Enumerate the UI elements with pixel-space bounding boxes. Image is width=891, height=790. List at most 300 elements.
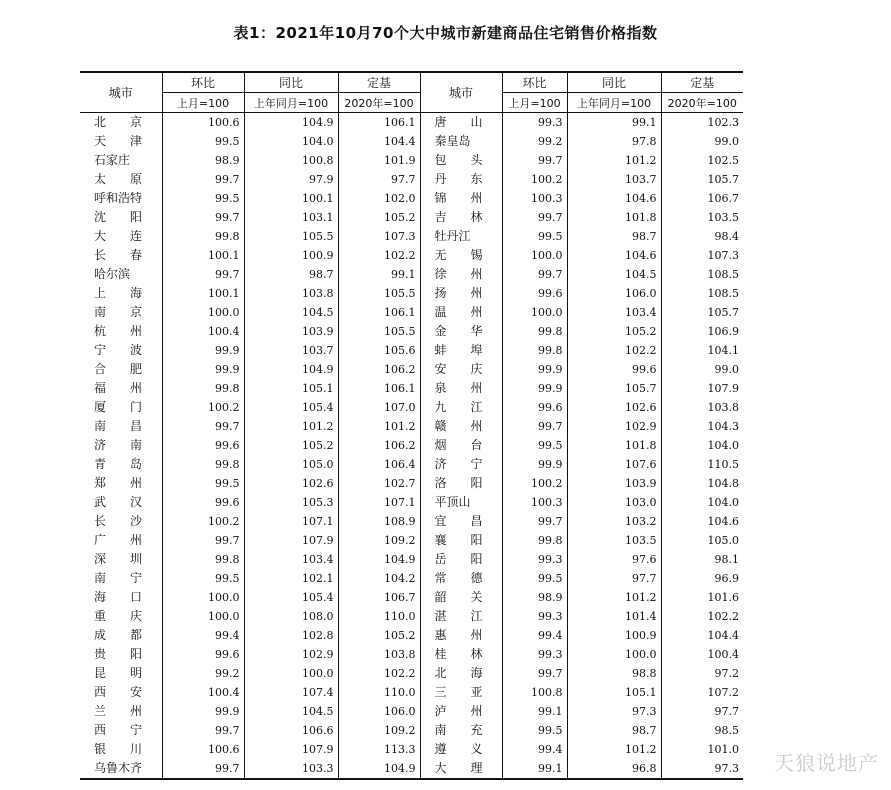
base-cell-right: 106.9 xyxy=(661,322,743,341)
base-cell: 102.2 xyxy=(338,664,420,683)
mom-cell: 100.1 xyxy=(162,246,244,265)
yoy-cell-right: 99.1 xyxy=(567,113,661,133)
mom-cell-right: 99.7 xyxy=(502,265,567,284)
yoy-cell-right: 101.2 xyxy=(567,740,661,759)
base-cell: 102.0 xyxy=(338,189,420,208)
mom-cell-right: 99.8 xyxy=(502,322,567,341)
mom-cell: 99.7 xyxy=(162,721,244,740)
mom-cell: 99.8 xyxy=(162,379,244,398)
mom-cell: 99.5 xyxy=(162,474,244,493)
mom-subheader-right: 上月=100 xyxy=(502,93,567,113)
mom-cell: 100.2 xyxy=(162,398,244,417)
city-cell: 大 连 xyxy=(94,229,143,243)
base-cell-right: 98.4 xyxy=(661,227,743,246)
mom-cell: 99.7 xyxy=(162,417,244,436)
mom-cell: 99.6 xyxy=(162,645,244,664)
city-cell: 合 肥 xyxy=(94,362,143,376)
mom-cell: 99.7 xyxy=(162,759,244,779)
table-row xyxy=(80,588,743,607)
mom-cell-right: 98.9 xyxy=(502,588,567,607)
mom-cell: 100.2 xyxy=(162,512,244,531)
city-cell: 重 庆 xyxy=(94,609,143,623)
table-row xyxy=(80,227,743,246)
table-row xyxy=(80,512,743,531)
yoy-cell: 105.0 xyxy=(244,455,338,474)
city-cell-right: 岳 阳 xyxy=(420,550,502,569)
city-cell-right: 温 州 xyxy=(420,303,502,322)
mom-cell-right: 99.9 xyxy=(502,455,567,474)
table-row xyxy=(80,436,743,455)
city-cell: 杭 州 xyxy=(94,324,143,338)
table-row xyxy=(80,284,743,303)
table-title: 表1：2021年10月70个大中城市新建商品住宅销售价格指数 xyxy=(233,24,658,42)
table-row xyxy=(80,189,743,208)
base-cell-right: 97.3 xyxy=(661,759,743,779)
mom-header: 环比 xyxy=(162,72,244,93)
yoy-cell: 105.4 xyxy=(244,398,338,417)
mom-cell-right: 99.9 xyxy=(502,379,567,398)
mom-cell: 99.8 xyxy=(162,455,244,474)
base-cell: 102.7 xyxy=(338,474,420,493)
yoy-cell-right: 97.3 xyxy=(567,702,661,721)
yoy-cell-right: 101.4 xyxy=(567,607,661,626)
city-cell: 武 汉 xyxy=(94,495,143,509)
yoy-cell-right: 104.6 xyxy=(567,189,661,208)
base-cell: 113.3 xyxy=(338,740,420,759)
city-cell-right: 锦 州 xyxy=(420,189,502,208)
city-cell: 宁 波 xyxy=(94,343,143,357)
city-cell-right: 济 宁 xyxy=(420,455,502,474)
city-cell: 兰 州 xyxy=(94,704,143,718)
watermark: 天狼说地产 xyxy=(774,751,879,775)
base-cell-right: 108.5 xyxy=(661,265,743,284)
table-row xyxy=(80,607,743,626)
yoy-cell-right: 105.7 xyxy=(567,379,661,398)
city-cell-right: 洛 阳 xyxy=(420,474,502,493)
mom-cell-right: 99.1 xyxy=(502,759,567,779)
mom-cell: 100.0 xyxy=(162,607,244,626)
yoy-cell: 104.0 xyxy=(244,132,338,151)
yoy-cell: 100.0 xyxy=(244,664,338,683)
base-cell: 104.2 xyxy=(338,569,420,588)
table-row xyxy=(80,550,743,569)
mom-cell-right: 100.2 xyxy=(502,170,567,189)
mom-cell: 100.0 xyxy=(162,303,244,322)
mom-cell: 99.6 xyxy=(162,436,244,455)
mom-cell: 100.6 xyxy=(162,740,244,759)
base-cell-right: 110.5 xyxy=(661,455,743,474)
base-subheader-right: 2020年=100 xyxy=(661,93,743,113)
base-cell: 101.9 xyxy=(338,151,420,170)
yoy-cell-right: 106.0 xyxy=(567,284,661,303)
city-cell: 成 都 xyxy=(94,628,143,642)
mom-cell-right: 99.5 xyxy=(502,721,567,740)
table-row xyxy=(80,683,743,702)
mom-cell: 99.5 xyxy=(162,189,244,208)
yoy-cell-right: 104.5 xyxy=(567,265,661,284)
city-cell: 济 南 xyxy=(94,438,143,452)
yoy-cell: 98.7 xyxy=(244,265,338,284)
yoy-cell: 105.4 xyxy=(244,588,338,607)
mom-cell-right: 100.2 xyxy=(502,474,567,493)
base-header: 定基 xyxy=(338,72,420,93)
city-cell-right: 安 庆 xyxy=(420,360,502,379)
yoy-cell-right: 105.1 xyxy=(567,683,661,702)
yoy-cell: 104.5 xyxy=(244,303,338,322)
city-cell-right: 蚌 埠 xyxy=(420,341,502,360)
yoy-cell: 100.9 xyxy=(244,246,338,265)
city-cell-right: 扬 州 xyxy=(420,284,502,303)
yoy-cell: 102.9 xyxy=(244,645,338,664)
table-row xyxy=(80,322,743,341)
yoy-cell-right: 102.6 xyxy=(567,398,661,417)
mom-cell: 99.5 xyxy=(162,569,244,588)
table-row xyxy=(80,531,743,550)
mom-cell: 99.5 xyxy=(162,132,244,151)
yoy-cell: 100.8 xyxy=(244,151,338,170)
base-cell: 105.5 xyxy=(338,284,420,303)
city-cell: 上 海 xyxy=(94,286,143,300)
mom-cell: 100.1 xyxy=(162,284,244,303)
city-cell-right: 九 江 xyxy=(420,398,502,417)
mom-cell: 99.7 xyxy=(162,208,244,227)
base-cell: 110.0 xyxy=(338,683,420,702)
table-row xyxy=(80,474,743,493)
city-cell-right: 包 头 xyxy=(420,151,502,170)
city-cell: 广 州 xyxy=(94,533,143,547)
city-cell-right: 北 海 xyxy=(420,664,502,683)
yoy-cell: 106.6 xyxy=(244,721,338,740)
yoy-cell-right: 96.8 xyxy=(567,759,661,779)
base-cell-right: 96.9 xyxy=(661,569,743,588)
yoy-header-right: 同比 xyxy=(567,72,661,93)
table-row xyxy=(80,132,743,151)
city-cell-right: 泉 州 xyxy=(420,379,502,398)
base-cell: 102.2 xyxy=(338,246,420,265)
mom-cell-right: 100.3 xyxy=(502,493,567,512)
mom-cell-right: 100.0 xyxy=(502,246,567,265)
base-cell-right: 97.7 xyxy=(661,702,743,721)
base-cell: 106.1 xyxy=(338,303,420,322)
base-cell: 104.9 xyxy=(338,550,420,569)
mom-cell: 99.9 xyxy=(162,702,244,721)
base-cell-right: 105.0 xyxy=(661,531,743,550)
mom-cell: 100.4 xyxy=(162,683,244,702)
base-cell-right: 103.5 xyxy=(661,208,743,227)
city-cell: 呼和浩特 xyxy=(94,191,143,205)
table-row xyxy=(80,417,743,436)
mom-cell-right: 99.8 xyxy=(502,531,567,550)
table-row xyxy=(80,702,743,721)
mom-cell-right: 100.3 xyxy=(502,189,567,208)
city-cell: 石家庄 xyxy=(94,153,131,167)
yoy-cell-right: 100.9 xyxy=(567,626,661,645)
yoy-cell: 105.5 xyxy=(244,227,338,246)
mom-subheader: 上月=100 xyxy=(162,93,244,113)
yoy-cell-right: 98.7 xyxy=(567,227,661,246)
mom-cell: 99.4 xyxy=(162,626,244,645)
city-cell-right: 徐 州 xyxy=(420,265,502,284)
yoy-cell: 102.1 xyxy=(244,569,338,588)
base-cell-right: 102.2 xyxy=(661,607,743,626)
yoy-cell-right: 102.9 xyxy=(567,417,661,436)
base-cell: 103.8 xyxy=(338,645,420,664)
city-cell: 海 口 xyxy=(94,590,143,604)
base-cell: 106.1 xyxy=(338,113,420,133)
mom-cell-right: 99.5 xyxy=(502,436,567,455)
yoy-cell: 97.9 xyxy=(244,170,338,189)
city-cell: 西 宁 xyxy=(94,723,143,737)
yoy-cell: 102.6 xyxy=(244,474,338,493)
mom-cell: 100.0 xyxy=(162,588,244,607)
base-cell: 105.2 xyxy=(338,626,420,645)
base-cell: 106.1 xyxy=(338,379,420,398)
mom-cell-right: 99.1 xyxy=(502,702,567,721)
yoy-cell: 105.2 xyxy=(244,436,338,455)
base-cell-right: 104.6 xyxy=(661,512,743,531)
city-cell-right: 丹 东 xyxy=(420,170,502,189)
yoy-cell-right: 97.7 xyxy=(567,569,661,588)
base-cell-right: 106.7 xyxy=(661,189,743,208)
mom-cell-right: 100.0 xyxy=(502,303,567,322)
city-cell-right: 襄 阳 xyxy=(420,531,502,550)
yoy-cell-right: 100.0 xyxy=(567,645,661,664)
city-cell-right: 湛 江 xyxy=(420,607,502,626)
yoy-cell-right: 98.8 xyxy=(567,664,661,683)
city-cell-right: 常 德 xyxy=(420,569,502,588)
yoy-cell-right: 103.5 xyxy=(567,531,661,550)
yoy-cell: 100.1 xyxy=(244,189,338,208)
yoy-cell: 104.9 xyxy=(244,113,338,133)
yoy-cell-right: 102.2 xyxy=(567,341,661,360)
yoy-cell-right: 97.6 xyxy=(567,550,661,569)
yoy-cell: 105.1 xyxy=(244,379,338,398)
city-header-right: 城市 xyxy=(420,72,502,113)
city-cell: 西 安 xyxy=(94,685,143,699)
table-body xyxy=(80,113,743,780)
mom-cell-right: 99.6 xyxy=(502,284,567,303)
mom-cell-right: 99.3 xyxy=(502,113,567,133)
table-row xyxy=(80,170,743,189)
mom-cell: 99.9 xyxy=(162,360,244,379)
mom-cell-right: 99.7 xyxy=(502,151,567,170)
city-cell-right: 吉 林 xyxy=(420,208,502,227)
base-cell-right: 104.4 xyxy=(661,626,743,645)
mom-cell: 99.8 xyxy=(162,227,244,246)
city-cell-right: 大 理 xyxy=(420,759,502,779)
base-cell: 106.4 xyxy=(338,455,420,474)
mom-cell: 99.7 xyxy=(162,531,244,550)
mom-cell-right: 99.3 xyxy=(502,550,567,569)
base-cell-right: 104.0 xyxy=(661,436,743,455)
base-cell: 97.7 xyxy=(338,170,420,189)
mom-header-right: 环比 xyxy=(502,72,567,93)
yoy-cell: 108.0 xyxy=(244,607,338,626)
city-cell: 银 川 xyxy=(94,742,143,756)
city-cell: 南 宁 xyxy=(94,571,143,585)
mom-cell-right: 99.2 xyxy=(502,132,567,151)
city-cell-right: 韶 关 xyxy=(420,588,502,607)
yoy-cell-right: 103.2 xyxy=(567,512,661,531)
yoy-cell-right: 105.2 xyxy=(567,322,661,341)
yoy-cell: 104.5 xyxy=(244,702,338,721)
yoy-cell: 103.1 xyxy=(244,208,338,227)
mom-cell-right: 99.7 xyxy=(502,417,567,436)
base-cell: 105.6 xyxy=(338,341,420,360)
city-cell-right: 唐 山 xyxy=(420,113,502,133)
mom-cell-right: 99.5 xyxy=(502,227,567,246)
yoy-cell-right: 101.2 xyxy=(567,588,661,607)
base-cell-right: 102.3 xyxy=(661,113,743,133)
base-cell: 107.3 xyxy=(338,227,420,246)
base-cell: 106.7 xyxy=(338,588,420,607)
yoy-cell: 103.7 xyxy=(244,341,338,360)
base-cell-right: 103.8 xyxy=(661,398,743,417)
base-cell: 106.2 xyxy=(338,360,420,379)
base-cell: 107.1 xyxy=(338,493,420,512)
city-cell: 长 沙 xyxy=(94,514,143,528)
mom-cell: 99.7 xyxy=(162,265,244,284)
base-cell-right: 108.5 xyxy=(661,284,743,303)
table-row xyxy=(80,759,743,779)
yoy-cell-right: 99.6 xyxy=(567,360,661,379)
table-row xyxy=(80,208,743,227)
yoy-cell: 104.9 xyxy=(244,360,338,379)
city-cell: 太 原 xyxy=(94,172,143,186)
city-cell-right: 泸 州 xyxy=(420,702,502,721)
mom-cell-right: 99.5 xyxy=(502,569,567,588)
mom-cell: 98.9 xyxy=(162,151,244,170)
yoy-subheader-right: 上年同月=100 xyxy=(567,93,661,113)
yoy-cell-right: 103.4 xyxy=(567,303,661,322)
yoy-cell-right: 107.6 xyxy=(567,455,661,474)
base-cell: 104.9 xyxy=(338,759,420,779)
base-cell: 105.2 xyxy=(338,208,420,227)
mom-cell-right: 99.3 xyxy=(502,645,567,664)
city-cell: 沈 阳 xyxy=(94,210,143,224)
base-cell-right: 98.1 xyxy=(661,550,743,569)
mom-cell: 99.6 xyxy=(162,493,244,512)
base-cell: 99.1 xyxy=(338,265,420,284)
table-row xyxy=(80,721,743,740)
yoy-cell: 101.2 xyxy=(244,417,338,436)
city-cell-right: 平顶山 xyxy=(420,493,502,512)
mom-cell: 100.4 xyxy=(162,322,244,341)
base-cell-right: 104.8 xyxy=(661,474,743,493)
base-cell-right: 107.2 xyxy=(661,683,743,702)
yoy-cell-right: 101.8 xyxy=(567,208,661,227)
mom-cell-right: 99.6 xyxy=(502,398,567,417)
city-cell-right: 烟 台 xyxy=(420,436,502,455)
city-cell-right: 桂 林 xyxy=(420,645,502,664)
table-row xyxy=(80,360,743,379)
mom-cell-right: 99.3 xyxy=(502,607,567,626)
base-cell-right: 97.2 xyxy=(661,664,743,683)
city-cell: 郑 州 xyxy=(94,476,143,490)
yoy-cell: 105.3 xyxy=(244,493,338,512)
city-cell: 厦 门 xyxy=(94,400,143,414)
mom-cell-right: 99.7 xyxy=(502,512,567,531)
mom-cell: 99.8 xyxy=(162,550,244,569)
city-cell: 长 春 xyxy=(94,248,143,262)
base-cell-right: 101.6 xyxy=(661,588,743,607)
yoy-cell-right: 97.8 xyxy=(567,132,661,151)
mom-cell: 99.2 xyxy=(162,664,244,683)
yoy-cell-right: 98.7 xyxy=(567,721,661,740)
yoy-cell: 103.8 xyxy=(244,284,338,303)
mom-cell-right: 99.7 xyxy=(502,664,567,683)
base-cell: 106.2 xyxy=(338,436,420,455)
mom-cell-right: 99.7 xyxy=(502,208,567,227)
base-cell: 105.5 xyxy=(338,322,420,341)
base-cell: 109.2 xyxy=(338,721,420,740)
city-cell-right: 惠 州 xyxy=(420,626,502,645)
city-header: 城市 xyxy=(80,72,162,113)
price-index-table xyxy=(80,71,743,780)
table-row xyxy=(80,265,743,284)
yoy-cell: 103.3 xyxy=(244,759,338,779)
table-row xyxy=(80,379,743,398)
base-subheader: 2020年=100 xyxy=(338,93,420,113)
city-cell: 贵 阳 xyxy=(94,647,143,661)
yoy-cell-right: 104.6 xyxy=(567,246,661,265)
table-row xyxy=(80,398,743,417)
mom-cell-right: 99.4 xyxy=(502,740,567,759)
table-row xyxy=(80,664,743,683)
table-row xyxy=(80,455,743,474)
table-row xyxy=(80,303,743,322)
mom-cell-right: 99.4 xyxy=(502,626,567,645)
city-cell-right: 遵 义 xyxy=(420,740,502,759)
table-row xyxy=(80,569,743,588)
mom-cell-right: 99.9 xyxy=(502,360,567,379)
base-cell-right: 99.0 xyxy=(661,132,743,151)
base-cell: 109.2 xyxy=(338,531,420,550)
city-cell-right: 无 锡 xyxy=(420,246,502,265)
yoy-header: 同比 xyxy=(244,72,338,93)
table-row xyxy=(80,151,743,170)
mom-cell-right: 100.8 xyxy=(502,683,567,702)
mom-cell: 99.9 xyxy=(162,341,244,360)
table-row xyxy=(80,246,743,265)
city-cell-right: 秦皇岛 xyxy=(420,132,502,151)
yoy-subheader: 上年同月=100 xyxy=(244,93,338,113)
city-cell-right: 三 亚 xyxy=(420,683,502,702)
yoy-cell-right: 103.9 xyxy=(567,474,661,493)
base-cell-right: 104.1 xyxy=(661,341,743,360)
base-cell-right: 107.3 xyxy=(661,246,743,265)
city-cell: 乌鲁木齐 xyxy=(80,759,162,779)
base-cell: 108.9 xyxy=(338,512,420,531)
city-cell: 南 京 xyxy=(94,305,143,319)
base-header-right: 定基 xyxy=(661,72,743,93)
table-row xyxy=(80,645,743,664)
mom-cell: 99.7 xyxy=(162,170,244,189)
city-cell: 深 圳 xyxy=(94,552,143,566)
yoy-cell-right: 101.8 xyxy=(567,436,661,455)
yoy-cell: 107.1 xyxy=(244,512,338,531)
yoy-cell: 103.4 xyxy=(244,550,338,569)
table-row xyxy=(80,341,743,360)
city-cell: 昆 明 xyxy=(94,666,143,680)
base-cell-right: 105.7 xyxy=(661,303,743,322)
yoy-cell-right: 101.2 xyxy=(567,151,661,170)
table-row xyxy=(80,113,743,133)
mom-cell: 100.6 xyxy=(162,113,244,133)
table-row xyxy=(80,740,743,759)
base-cell-right: 102.5 xyxy=(661,151,743,170)
city-cell: 天 津 xyxy=(94,134,143,148)
